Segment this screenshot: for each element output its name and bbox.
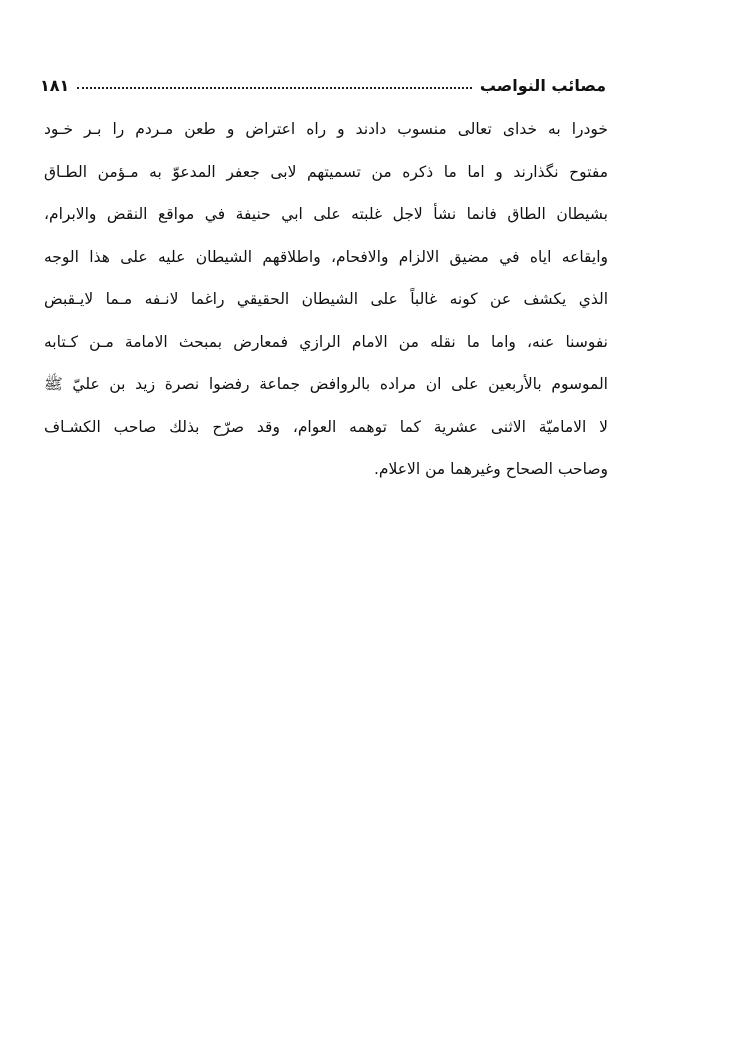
text-line: وصاحب الصحاح وغيرهما من الاعلام.: [373, 460, 608, 478]
dotted-leader: [77, 87, 472, 89]
text-line: خودرا به خدای تعالی منسوب دادند و راه اعتراض و طعن مـردم را بـر خـود: [44, 120, 608, 138]
page-header: [40, 72, 606, 98]
text-line: مفتوح نگذارند و اما ما ذكره من تسميتهم لابى جعفر المدعوّ به مـؤمن الطـاق: [44, 162, 608, 181]
page-number: ١٨١: [40, 75, 70, 95]
text-line: وايقاعه اياه في مضيق الالزام والافحام، واطلاقهم الشيطان عليه على هذا الوجه: [44, 247, 608, 266]
text-line: بشيطان الطاق فانما نشأ لاجل غلبته على ابي حنيفة في مواقع النقض والابرام،: [44, 205, 608, 223]
body-text: [44, 108, 608, 491]
text-line: نفوسنا عنه، واما ما نقله من الامام الرازي فمعارض بمبحث الامامة مـن كـتابه: [44, 332, 608, 351]
text-line: الموسوم بالأربعين على ان مراده بالروافض جماعة رفضوا نصرة زيد بن عليّ ﷺ: [44, 375, 608, 393]
text-line: لا الاماميّة الاثنى عشرية كما توهمه العوام، وقد صرّح بذلك صاحب الكشـاف: [44, 417, 608, 436]
running-title: مصائب النواصب: [479, 75, 606, 95]
text-line: الذي يكشف عن كونه غالباً على الشيطان الحقيقي راغما لانـفه مـما لايـقبض: [44, 290, 608, 308]
